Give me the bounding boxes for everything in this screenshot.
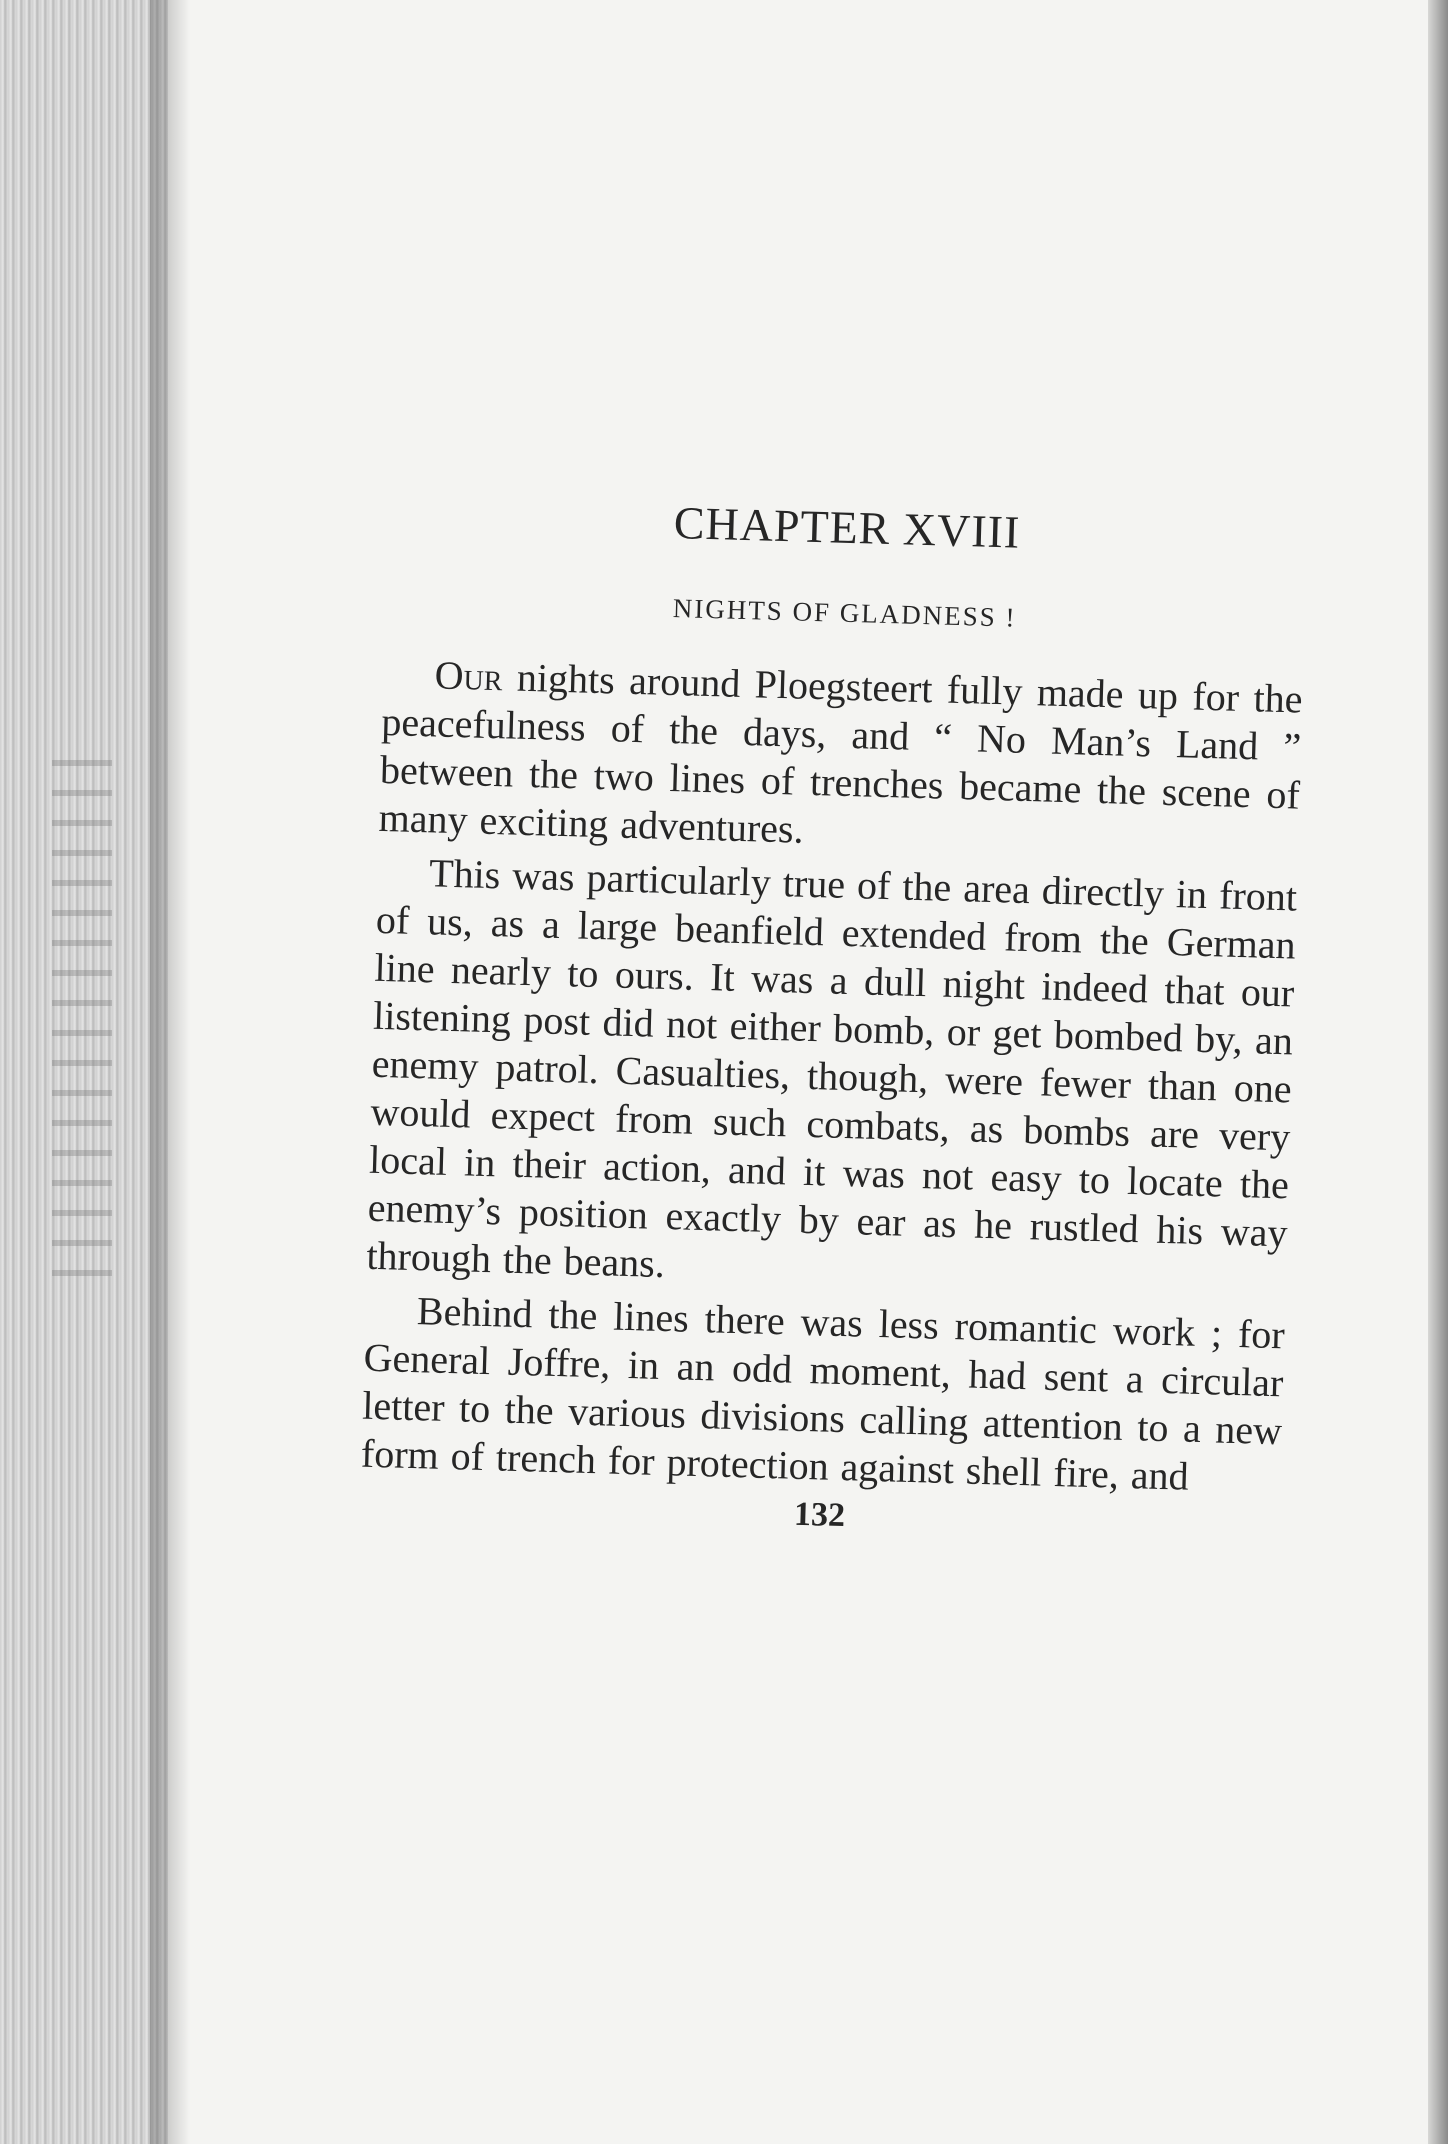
chapter-title: NIGHTS OF GLADNESS ! xyxy=(672,593,1017,633)
page-text-block xyxy=(359,488,1308,1547)
paragraph-lead-word: Our xyxy=(434,652,504,700)
chapter-heading: CHAPTER XVIII xyxy=(673,497,1021,558)
paragraph-3: Behind the lines there was less romantic work ; for General Joffre, in an odd moment, had sent a circular letter to the various divisions calling attention to a new form of trench for protection against shell fire, and xyxy=(360,1288,1286,1499)
page-right-edge xyxy=(1428,0,1448,2144)
gutter-shadow xyxy=(150,0,190,2144)
show-through-text xyxy=(52,760,112,1280)
paragraph-text: nights around Ploegsteert fully made up for the peacefulness of the days, and “ No Man’s Land ” between the two lines of trenches became the scene of many exciting adventures. xyxy=(378,654,1304,852)
paragraph-1 xyxy=(378,650,1303,868)
page-number: 132 xyxy=(793,1495,846,1535)
paragraph-2: This was particularly true of the area directly in front of us, as a large beanfield extended from the German line nearly to ours. It was a dull night indeed that our listening post did not either bomb, or get bombed by, an enemy patrol. Casualties, though, were fewer than one would expect from such combats, as bombs are very local in their action, and it was not easy to locate the enemy’s position exactly by ear as he rustled his way through the beans. xyxy=(365,850,1298,1287)
